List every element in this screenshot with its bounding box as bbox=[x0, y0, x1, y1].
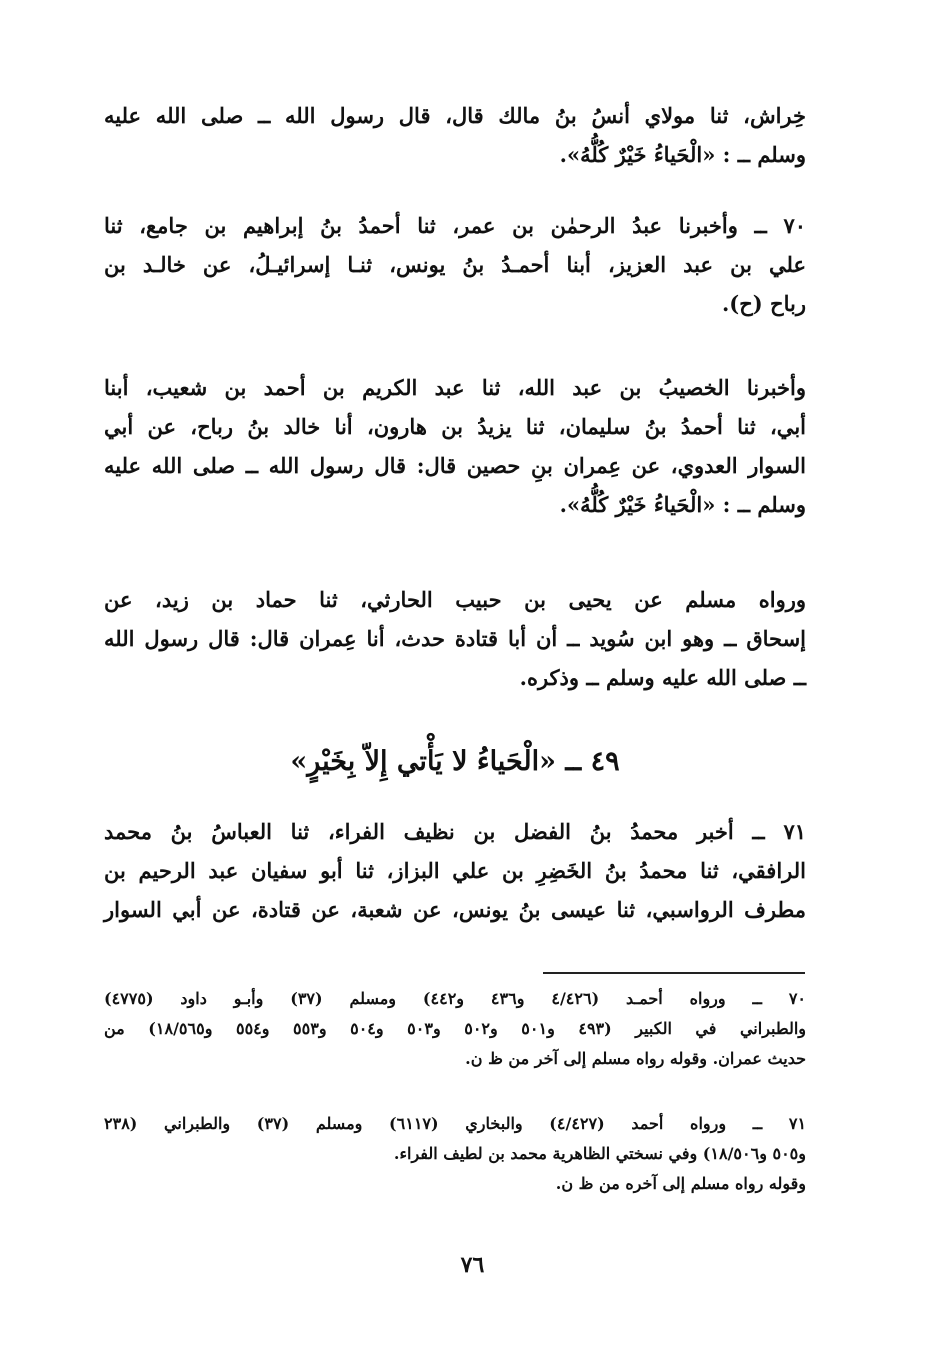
paragraph-line: علي بن عبد العزيز، أبنا أحمـدُ بنُ يونس، ثنـا إسرائيـلُ، عن خالـد بن bbox=[104, 252, 806, 277]
paragraph-line: ٧٠ ــ وأخبرنا عبدُ الرحمٰن بن عمر، ثنا أحمدُ بنُ إبراهيم بن جامع، ثنا bbox=[104, 213, 806, 238]
paragraph-line: ٧١ ــ أخبر محمدُ بنُ الفضل بن نظيف الفراء، ثنا العباسُ بنُ محمد bbox=[104, 819, 806, 844]
footnote-line: ٧٠ ــ ورواه أحمـد (٤/٤٢٦ و٤٣٦ و٤٤٢) ومسلم (٣٧) وأبـو داود (٤٧٧٥) bbox=[104, 989, 807, 1008]
paragraph-line: وسلم ــ : «الْحَياءُ خَيْرٌ كُلُّهُ». bbox=[559, 492, 806, 517]
paragraph-line: وسلم ــ : «الْحَياءُ خَيْرٌ كُلُّهُ». bbox=[559, 142, 806, 167]
paragraph-line: مطرف الرواسبي، ثنا عيسى بنُ يونس، عن شعبة، عن قتادة، عن أبي السوار bbox=[104, 897, 806, 922]
paragraph-4 bbox=[104, 580, 806, 697]
footnote-line: ٧١ ــ ورواه أحمد (٤/٤٢٧) والبخاري (٦١١٧) ومسلم (٣٧) والطبراني (٢٣٨ bbox=[104, 1114, 807, 1133]
footnote-70 bbox=[104, 984, 806, 1074]
paragraph-line: رباح (ح). bbox=[722, 291, 806, 316]
paragraph-3 bbox=[104, 368, 806, 524]
paragraph-line: ورواه مسلم عن يحيى بن حبيب الحارثي، ثنا حماد بن زيد، عن bbox=[104, 587, 806, 612]
paragraph-hadith-71 bbox=[104, 812, 806, 929]
chapter-heading: ٤٩ ــ «الْحَياءُ لا يَأْتي إِلاّ بِخَيْرٍ» bbox=[290, 746, 620, 777]
paragraph-line: الرافقي، ثنا محمدُ بنُ الخَضِرِ بن علي البزاز، ثنا أبو سفيان عبد الرحيم بن bbox=[104, 858, 806, 883]
paragraph-line: إسحاق ــ وهو ابن سُويد ــ أن أبا قتادة حدث، أنا عِمران قال: قال رسول الله bbox=[104, 626, 806, 651]
footnote-line: و٥٠٥ و١٨/٥٠٦) وفي نسختي الظاهرية محمد بن لطيف الفراء. bbox=[393, 1144, 806, 1163]
paragraph-hadith-70 bbox=[104, 206, 806, 323]
footnote-line: وقوله رواه مسلم إلى آخره من ظ ن. bbox=[555, 1174, 806, 1193]
paragraph-line: وأخبرنا الخصيبُ بن عبد الله، ثنا عبد الكريم بن أحمد بن شعيب، أبنا bbox=[104, 375, 806, 400]
paragraph-line: أبي، ثنا أحمدُ بنُ سليمان، ثنا يزيدُ بن هارون، أنا خالد بنُ رباح، عن أبي bbox=[104, 414, 806, 439]
paragraph-1 bbox=[104, 96, 806, 174]
footnote-line: حديث عمران. وقوله رواه مسلم إلى آخر من ظ ن. bbox=[465, 1049, 806, 1068]
paragraph-line: ــ صلى الله عليه وسلم ــ وذكره. bbox=[519, 665, 806, 690]
footnote-line: والطبراني في الكبير (٤٩٣ و٥٠١ و٥٠٢ و٥٠٣ و٥٠٤ و٥٥٣ و٥٥٤ و١٨/٥٦٥) من bbox=[104, 1019, 807, 1038]
footnote-71 bbox=[104, 1109, 806, 1199]
paragraph-line: السوار العدوي، عن عِمران بنِ حصين قال: قال رسول الله ــ صلى الله عليه bbox=[104, 453, 806, 478]
paragraph-line: خِراش، ثنا مولاي أنسُ بنُ مالك قال، قال رسول الله ــ صلى الله عليه bbox=[104, 103, 806, 128]
footnote-separator bbox=[543, 972, 805, 974]
page-number: ٧٦ bbox=[460, 1252, 485, 1278]
